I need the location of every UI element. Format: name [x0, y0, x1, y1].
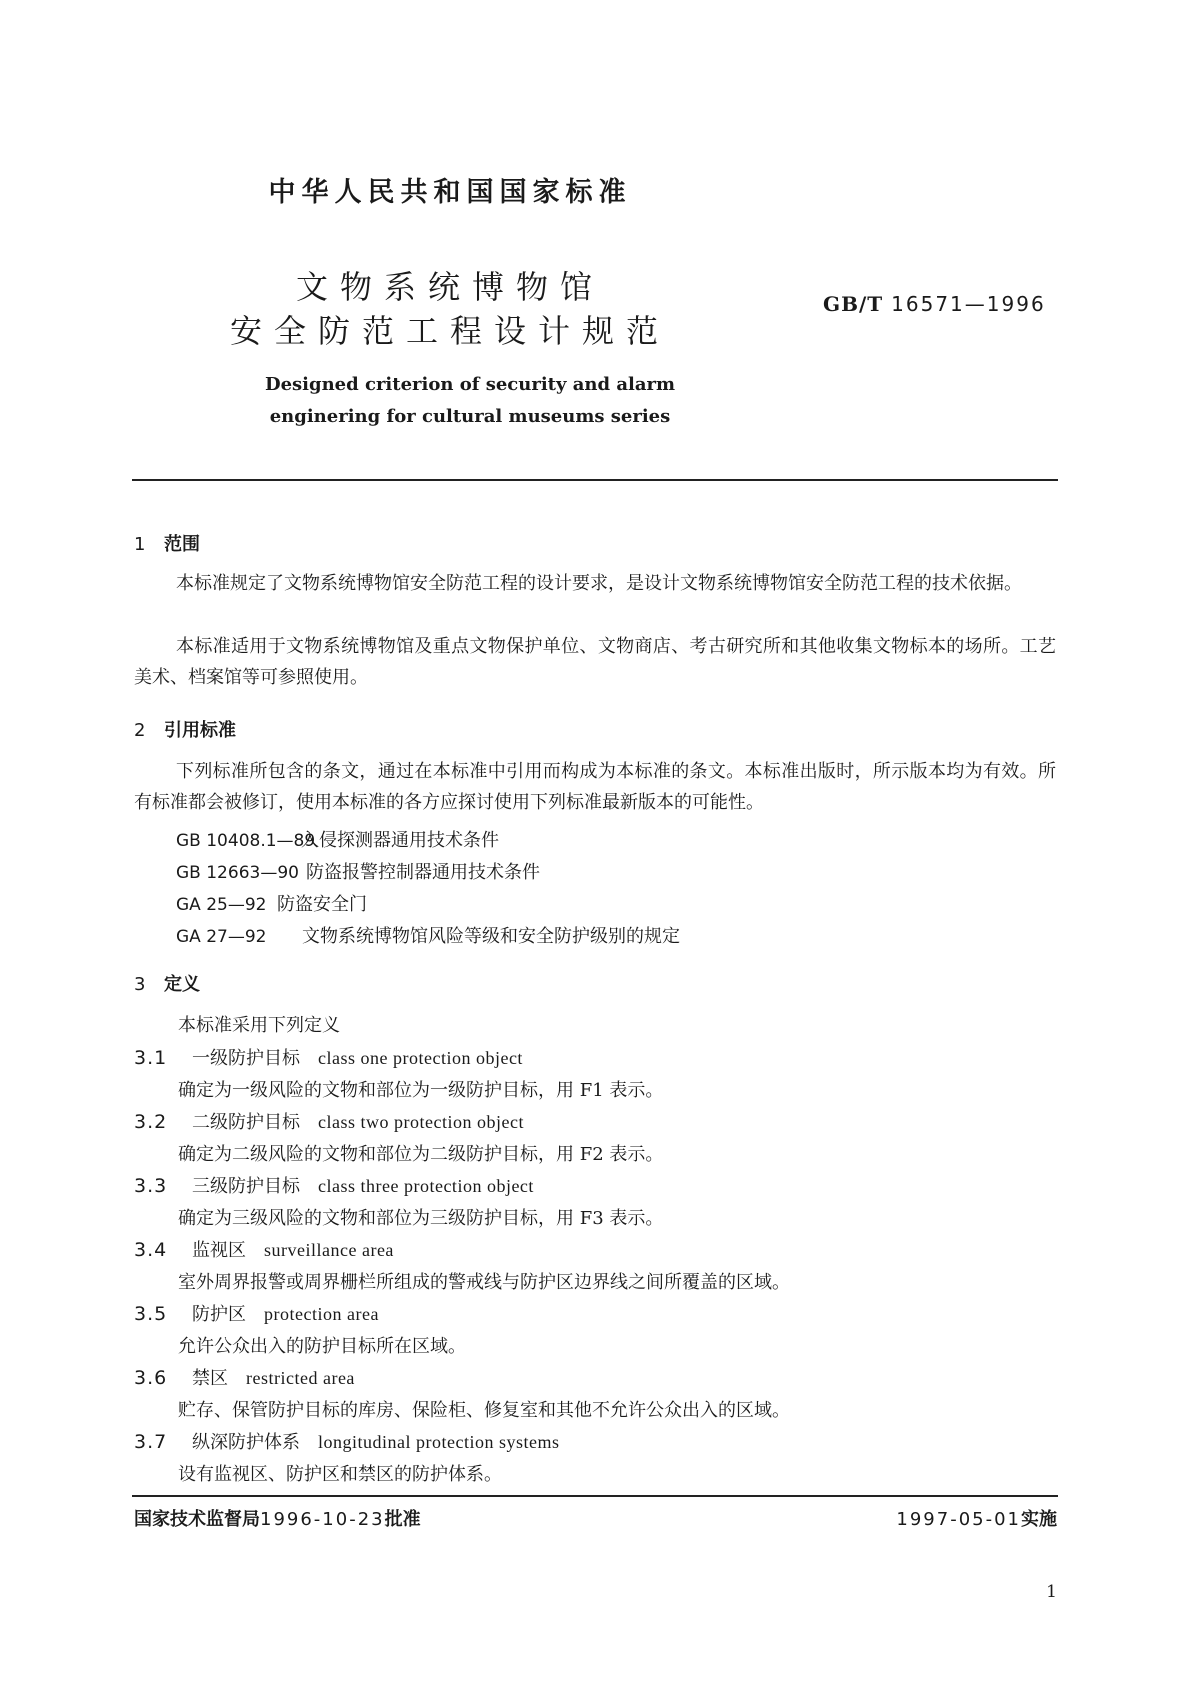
definition-heading — [134, 1044, 523, 1070]
definition-body: 确定为一级风险的文物和部位为一级防护目标，用 F1 表示。 — [178, 1080, 664, 1101]
section-number: 3 — [134, 974, 146, 995]
section-title: 引用标准 — [164, 720, 236, 741]
section-1-paragraph-2: 本标准适用于文物系统博物馆及重点文物保护单位、文物商店、考古研究所和其他收集文物标本的场所。工艺美术、档案馆等可参照使用。 — [134, 636, 1056, 688]
reference-code: GA 27—92 — [176, 927, 267, 947]
definition-body: 设有监视区、防护区和禁区的防护体系。 — [178, 1464, 502, 1485]
definition-number: 3.1 — [134, 1047, 168, 1069]
definition-english: protection area — [264, 1304, 379, 1324]
definition-heading — [134, 1108, 524, 1134]
section-1-paragraph-1: 本标准规定了文物系统博物馆安全防范工程的设计要求，是设计文物系统博物馆安全防范工程的技术依据。 — [176, 573, 1022, 594]
approval-org: 国家技术监督局 — [134, 1509, 260, 1530]
definition-number: 3.2 — [134, 1111, 168, 1133]
definition-english: class one protection object — [318, 1048, 523, 1068]
definition-english: surveillance area — [264, 1240, 394, 1260]
reference-title: 防盗报警控制器通用技术条件 — [306, 862, 540, 883]
english-title-line-1: Designed criterion of security and alarm — [264, 374, 676, 395]
reference-title: 入侵探测器通用技术条件 — [301, 830, 499, 851]
reference-item — [176, 922, 680, 948]
definition-term: 一级防护目标 — [192, 1048, 300, 1069]
definition-heading — [134, 1172, 534, 1198]
definition-term: 监视区 — [192, 1240, 246, 1261]
national-standard-heading: 中华人民共和国国家标准 — [268, 177, 632, 208]
section-1-heading — [134, 530, 200, 556]
reference-code: GB 10408.1—89 — [176, 831, 316, 851]
section-title: 定义 — [164, 974, 200, 995]
definition-body: 室外周界报警或周界栅栏所组成的警戒线与防护区边界线之间所覆盖的区域。 — [178, 1272, 790, 1293]
standard-prefix: GB/T — [823, 292, 892, 316]
definition-english: restricted area — [246, 1368, 355, 1388]
definition-number: 3.5 — [134, 1303, 168, 1325]
english-title-line-2: enginering for cultural museums series — [269, 406, 671, 427]
reference-item — [176, 858, 540, 884]
definition-number: 3.4 — [134, 1239, 168, 1261]
reference-code: GB 12663—90 — [176, 863, 299, 883]
definition-term: 二级防护目标 — [192, 1112, 300, 1133]
definition-heading — [134, 1428, 559, 1454]
page-number: 1 — [1046, 1582, 1057, 1602]
definition-term: 纵深防护体系 — [192, 1432, 300, 1453]
standard-number — [823, 292, 1046, 316]
section-3-heading — [134, 970, 200, 996]
definition-number: 3.7 — [134, 1431, 168, 1453]
definition-number: 3.6 — [134, 1367, 168, 1389]
section-title: 范围 — [164, 534, 200, 555]
definition-heading — [134, 1236, 394, 1262]
implementation-label: 实施 — [1021, 1509, 1057, 1530]
approval-label: 批准 — [384, 1509, 421, 1530]
section-number: 1 — [134, 534, 146, 555]
definition-body: 确定为二级风险的文物和部位为二级防护目标，用 F2 表示。 — [178, 1144, 664, 1165]
definition-heading — [134, 1300, 379, 1326]
reference-item — [176, 890, 367, 916]
footer-divider — [132, 1495, 1058, 1497]
approval-date: 1996-10-23 — [260, 1509, 385, 1530]
reference-code: GA 25—92 — [176, 895, 267, 915]
section-2-paragraph: 下列标准所包含的条文，通过在本标准中引用而构成为本标准的条文。本标准出版时，所示版本均为有效。所有标准都会被修订，使用本标准的各方应探讨使用下列标准最新版本的可能性。 — [134, 761, 1056, 813]
definition-term: 禁区 — [192, 1368, 228, 1389]
definition-english: class three protection object — [318, 1176, 534, 1196]
implementation-info — [896, 1505, 1057, 1531]
title-line-1: 文物系统博物馆 — [295, 268, 604, 306]
reference-item — [176, 826, 499, 852]
title-line-2: 安全防范工程设计规范 — [229, 312, 670, 350]
definition-term: 三级防护目标 — [192, 1176, 300, 1197]
standard-code: 16571—1996 — [891, 292, 1046, 316]
definition-body: 允许公众出入的防护目标所在区域。 — [178, 1336, 466, 1357]
section-number: 2 — [134, 720, 146, 741]
definition-body: 贮存、保管防护目标的库房、保险柜、修复室和其他不允许公众出入的区域。 — [178, 1400, 790, 1421]
definition-heading — [134, 1364, 355, 1390]
definition-body: 确定为三级风险的文物和部位为三级防护目标，用 F3 表示。 — [178, 1208, 664, 1229]
definition-english: class two protection object — [318, 1112, 524, 1132]
reference-title: 文物系统博物馆风险等级和安全防护级别的规定 — [302, 926, 680, 947]
approval-info — [134, 1505, 421, 1531]
header-divider — [132, 479, 1058, 481]
section-3-intro: 本标准采用下列定义 — [178, 1015, 340, 1036]
definition-term: 防护区 — [192, 1304, 246, 1325]
definition-english: longitudinal protection systems — [318, 1432, 560, 1452]
implementation-date: 1997-05-01 — [896, 1509, 1021, 1530]
section-2-heading — [134, 716, 236, 742]
reference-title: 防盗安全门 — [277, 894, 367, 915]
definition-number: 3.3 — [134, 1175, 168, 1197]
